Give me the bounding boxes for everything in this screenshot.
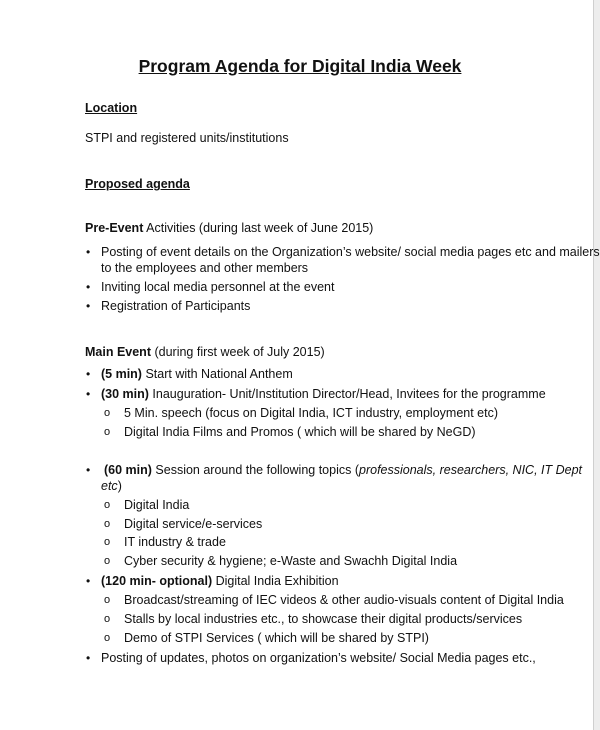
list-item <box>101 573 339 589</box>
bullet-icon: • <box>86 387 91 401</box>
bullet-icon: • <box>86 245 91 259</box>
main-event-heading <box>85 344 325 360</box>
list-item <box>101 386 546 402</box>
item-text: Session around the following topics ( <box>151 463 359 477</box>
item-text: Inauguration- Unit/Institution Director/Head, Invitees for the programme <box>148 387 546 401</box>
list-item: Posting of event details on the Organization’s website/ social media pages etc and mailers <box>101 245 600 259</box>
bullet-icon: • <box>86 574 91 588</box>
sub-list-item: Digital India <box>124 498 190 512</box>
duration-label: (120 min- optional) <box>101 574 213 588</box>
item-text: Digital India Exhibition <box>212 574 339 588</box>
sub-list-item: Demo of STPI Services ( which will be shared by STPI) <box>124 631 429 645</box>
circle-bullet-icon: o <box>104 499 111 511</box>
sub-list-item: 5 Min. speech (focus on Digital India, ICT industry, employment etc) <box>124 406 499 420</box>
bullet-icon: • <box>86 367 91 381</box>
agenda-heading: Proposed agenda <box>85 177 190 191</box>
pre-event-label: Pre-Event <box>85 221 144 235</box>
duration-label: (60 min) <box>104 463 152 477</box>
sub-list-item: Cyber security & hygiene; e-Waste and Swachh Digital India <box>124 554 458 568</box>
bullet-icon: • <box>86 280 91 294</box>
list-item-continuation <box>101 478 122 494</box>
pre-event-suffix: Activities (during last week of June 2015) <box>143 221 374 235</box>
item-text: ) <box>117 479 122 493</box>
bullet-icon: • <box>86 463 91 477</box>
location-text: STPI and registered units/institutions <box>85 131 289 145</box>
bullet-icon: • <box>86 651 91 665</box>
page-title: Program Agenda for Digital India Week <box>138 56 462 76</box>
sub-list-item: Stalls by local industries etc., to showcase their digital products/services <box>124 612 523 626</box>
list-item <box>104 462 582 478</box>
pre-event-heading <box>85 220 373 236</box>
circle-bullet-icon: o <box>104 555 111 567</box>
sub-list-item: Digital India Films and Promos ( which will be shared by NeGD) <box>124 425 476 439</box>
circle-bullet-icon: o <box>104 536 111 548</box>
duration-label: (30 min) <box>101 387 149 401</box>
bullet-icon: • <box>86 299 91 313</box>
list-item: Posting of updates, photos on organization’s website/ Social Media pages etc., <box>101 651 536 665</box>
list-item: Inviting local media personnel at the event <box>101 280 335 294</box>
circle-bullet-icon: o <box>104 594 111 606</box>
location-heading: Location <box>85 101 138 115</box>
sub-list-item: IT industry & trade <box>124 535 226 549</box>
item-text: Start with National Anthem <box>141 367 293 381</box>
list-item: Registration of Participants <box>101 299 251 313</box>
circle-bullet-icon: o <box>104 613 111 625</box>
main-event-label: Main Event <box>85 345 151 359</box>
sub-list-item: Broadcast/streaming of IEC videos & other audio-visuals content of Digital India <box>124 593 564 607</box>
circle-bullet-icon: o <box>104 632 111 644</box>
list-item <box>101 366 293 382</box>
item-italic-text: professionals, researchers, NIC, IT Dept <box>359 463 582 477</box>
circle-bullet-icon: o <box>104 407 111 419</box>
sub-list-item: Digital service/e-services <box>124 517 263 531</box>
list-item: to the employees and other members <box>101 261 309 275</box>
duration-label: (5 min) <box>101 367 142 381</box>
main-event-suffix: (during first week of July 2015) <box>151 345 325 359</box>
item-italic-text: etc <box>101 479 118 493</box>
circle-bullet-icon: o <box>104 426 111 438</box>
circle-bullet-icon: o <box>104 518 111 530</box>
